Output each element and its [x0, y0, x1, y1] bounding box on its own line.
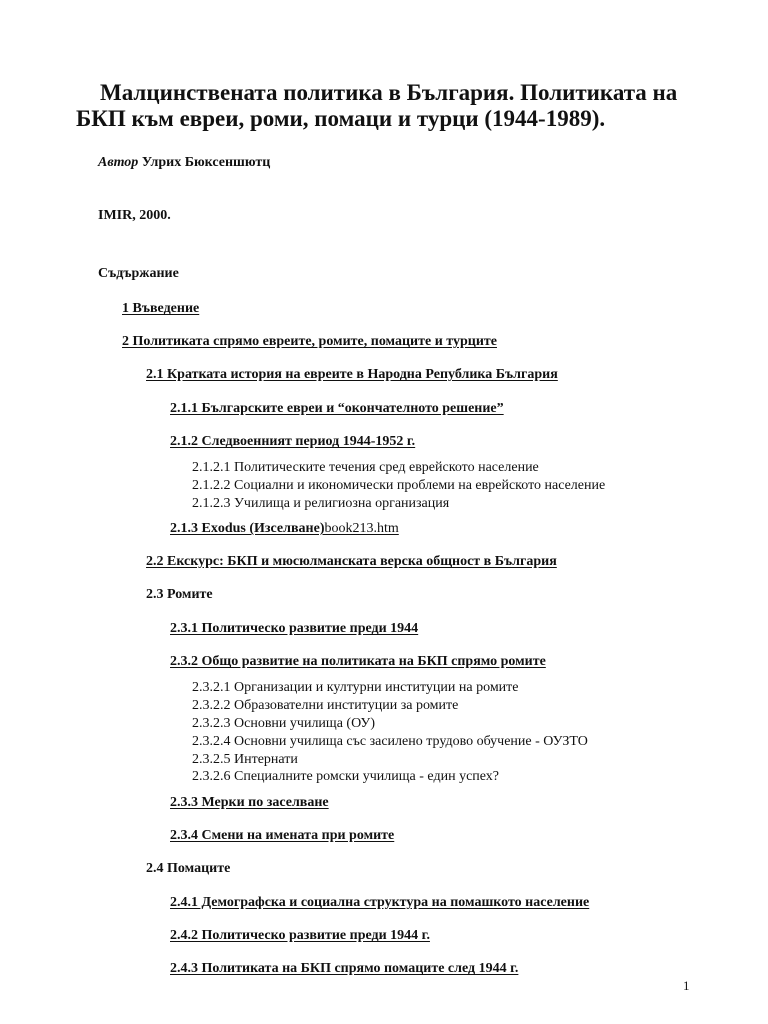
toc-item-2-3-3[interactable]: 2.3.3 Мерки по заселване [170, 795, 329, 810]
toc-item-2-3-4[interactable]: 2.3.4 Смени на имената при ромите [170, 828, 395, 843]
toc-item-2-1-3-link[interactable]: book213.htm [324, 521, 399, 536]
toc-item-2-1-2-2[interactable]: 2.1.2.2 Социални и икономически проблеми на еврейското население [192, 478, 606, 493]
publisher: IMIR, 2000. [98, 208, 171, 223]
toc-item-2-4-3[interactable]: 2.4.3 Политиката на БКП спрямо помаците след 1944 г. [170, 961, 519, 976]
toc-item-2-1-2-3[interactable]: 2.1.2.3 Училища и религиозна организация [192, 496, 450, 511]
toc-item-2-3-2-2[interactable]: 2.3.2.2 Образователни институции за ромите [192, 698, 459, 713]
toc-item-2-1[interactable]: 2.1 Кратката история на евреите в Народна Република България [146, 367, 558, 382]
toc-item-2-2[interactable]: 2.2 Екскурс: БКП и мюсюлманската верска общност в България [146, 554, 557, 569]
toc-heading: Съдържание [98, 266, 179, 281]
toc-item-1[interactable]: 1 Въведение [122, 301, 200, 316]
toc-item-2-4-1[interactable]: 2.4.1 Демографска и социална структура на помашкото население [170, 895, 590, 910]
author-name: Улрих Бюксеншютц [141, 155, 271, 170]
toc-item-2-4[interactable]: 2.4 Помаците [146, 861, 231, 876]
toc-item-2-4-2[interactable]: 2.4.2 Политическо развитие преди 1944 г. [170, 928, 430, 943]
toc-item-2-3[interactable]: 2.3 Ромите [146, 587, 213, 602]
toc-item-2[interactable]: 2 Политиката спрямо евреите, ромите, помаците и турците [122, 334, 497, 349]
toc-item-2-1-3-label[interactable]: 2.1.3 Exodus (Изселване) [170, 521, 325, 536]
toc-item-2-3-2-6[interactable]: 2.3.2.6 Специалните ромски училища - един успех? [192, 769, 500, 784]
toc-item-2-3-2-1[interactable]: 2.3.2.1 Организации и културни институции на ромите [192, 680, 519, 695]
toc-item-2-1-3 [170, 521, 399, 537]
toc-item-2-1-1[interactable]: 2.1.1 Българските евреи и “окончателното решение” [170, 401, 504, 416]
document-title: Малцинствената политика в България. Политиката на БКП към евреи, роми, помаци и турци (1944-1989). [76, 80, 678, 131]
author-line [98, 155, 270, 171]
toc-item-2-1-2[interactable]: 2.1.2 Следвоенният период 1944-1952 г. [170, 434, 416, 449]
toc-item-2-3-2-3[interactable]: 2.3.2.3 Основни училища (ОУ) [192, 716, 375, 731]
page-number: 1 [683, 978, 690, 993]
toc-item-2-3-2-5[interactable]: 2.3.2.5 Интернати [192, 752, 298, 767]
author-label: Автор [98, 155, 139, 170]
toc-item-2-3-2-4[interactable]: 2.3.2.4 Основни училища със засилено трудово обучение - ОУЗТО [192, 734, 588, 749]
toc-item-2-1-2-1[interactable]: 2.1.2.1 Политическите течения сред еврейското население [192, 460, 539, 475]
toc-item-2-3-2[interactable]: 2.3.2 Общо развитие на политиката на БКП спрямо ромите [170, 654, 546, 669]
toc-item-2-3-1[interactable]: 2.3.1 Политическо развитие преди 1944 [170, 621, 419, 636]
